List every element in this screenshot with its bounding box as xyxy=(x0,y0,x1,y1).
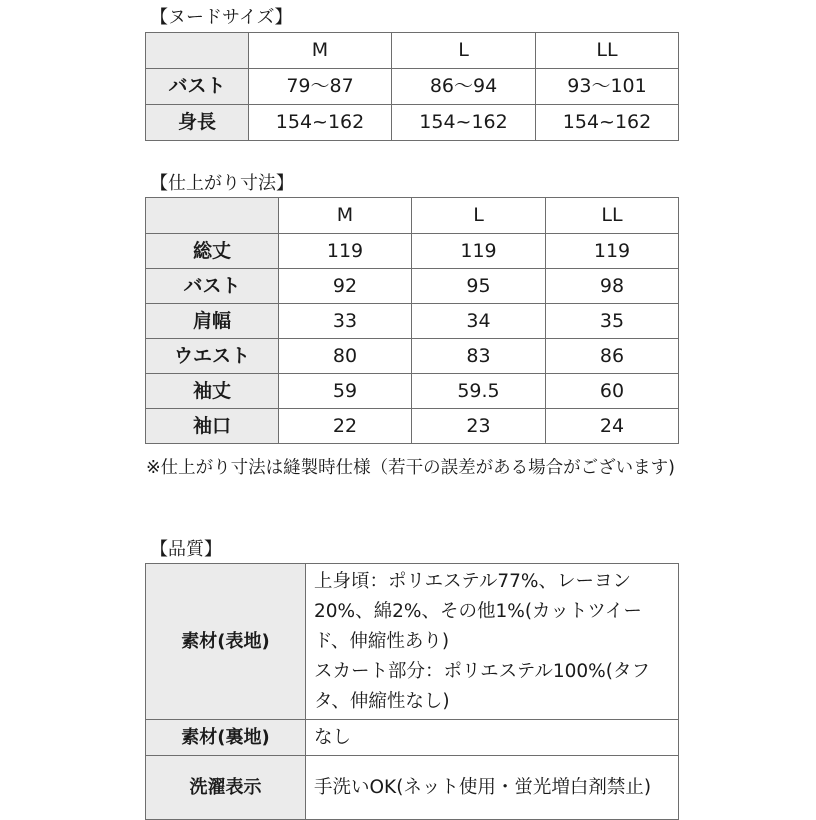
column-header-l: L xyxy=(392,33,536,69)
table-cell: 86 xyxy=(546,339,679,374)
table-cell: 154~162 xyxy=(392,105,536,141)
table-cell: 35 xyxy=(546,304,679,339)
table-cell: 119 xyxy=(546,234,679,269)
table-row xyxy=(146,269,679,304)
column-header-m: M xyxy=(279,198,412,234)
finished-size-heading: 【仕上がり寸法】 xyxy=(150,173,294,194)
table-cell: 23 xyxy=(412,409,546,444)
measurement-note: ※仕上がり寸法は縫製時仕様（若干の誤差がある場合がございます) xyxy=(146,458,675,478)
row-label: 袖丈 xyxy=(146,374,279,409)
corner-cell xyxy=(146,33,249,69)
row-label: バスト xyxy=(146,69,249,105)
table-cell: 60 xyxy=(546,374,679,409)
column-header-ll: LL xyxy=(546,198,679,234)
material-lining-value: なし xyxy=(306,720,679,756)
row-label: 身長 xyxy=(146,105,249,141)
column-header-m: M xyxy=(249,33,392,69)
table-cell: 98 xyxy=(546,269,679,304)
table-cell: 79～87 xyxy=(249,69,392,105)
quality-table xyxy=(145,563,679,820)
table-row xyxy=(146,756,679,820)
table-cell: 86～94 xyxy=(392,69,536,105)
row-label: 肩幅 xyxy=(146,304,279,339)
table-row xyxy=(146,564,679,720)
finished-size-header-row xyxy=(146,198,679,234)
table-cell: 24 xyxy=(546,409,679,444)
row-label: ウエスト xyxy=(146,339,279,374)
table-cell: 119 xyxy=(412,234,546,269)
table-row xyxy=(146,304,679,339)
finished-size-table xyxy=(145,197,679,444)
table-cell: 154~162 xyxy=(249,105,392,141)
table-cell: 59 xyxy=(279,374,412,409)
column-header-ll: LL xyxy=(536,33,679,69)
table-cell: 95 xyxy=(412,269,546,304)
table-cell: 83 xyxy=(412,339,546,374)
table-row xyxy=(146,374,679,409)
table-cell: 93～101 xyxy=(536,69,679,105)
table-row xyxy=(146,720,679,756)
table-cell: 33 xyxy=(279,304,412,339)
table-cell: 34 xyxy=(412,304,546,339)
material-outer-value: 上身頃：ポリエステル77%、レーヨン20%、綿2%、その他1%(カットツイード、伸縮性あり) スカート部分：ポリエステル100%(タフタ、伸縮性なし) xyxy=(306,564,679,720)
table-cell: 154~162 xyxy=(536,105,679,141)
table-cell: 92 xyxy=(279,269,412,304)
column-header-l: L xyxy=(412,198,546,234)
table-row xyxy=(146,69,679,105)
table-cell: 59.5 xyxy=(412,374,546,409)
table-row xyxy=(146,339,679,374)
row-label: 袖口 xyxy=(146,409,279,444)
row-label: 素材(表地) xyxy=(146,564,306,720)
table-row xyxy=(146,105,679,141)
nude-size-heading: 【ヌードサイズ】 xyxy=(150,7,293,28)
table-row xyxy=(146,234,679,269)
row-label: バスト xyxy=(146,269,279,304)
corner-cell xyxy=(146,198,279,234)
table-cell: 119 xyxy=(279,234,412,269)
washing-instructions-value: 手洗いOK(ネット使用・蛍光増白剤禁止) xyxy=(306,756,679,820)
row-label: 素材(裏地) xyxy=(146,720,306,756)
table-cell: 80 xyxy=(279,339,412,374)
table-cell: 22 xyxy=(279,409,412,444)
nude-size-table xyxy=(145,32,679,141)
nude-size-header-row xyxy=(146,33,679,69)
row-label: 総丈 xyxy=(146,234,279,269)
quality-heading: 【品質】 xyxy=(150,539,222,560)
table-row xyxy=(146,409,679,444)
row-label: 洗濯表示 xyxy=(146,756,306,820)
